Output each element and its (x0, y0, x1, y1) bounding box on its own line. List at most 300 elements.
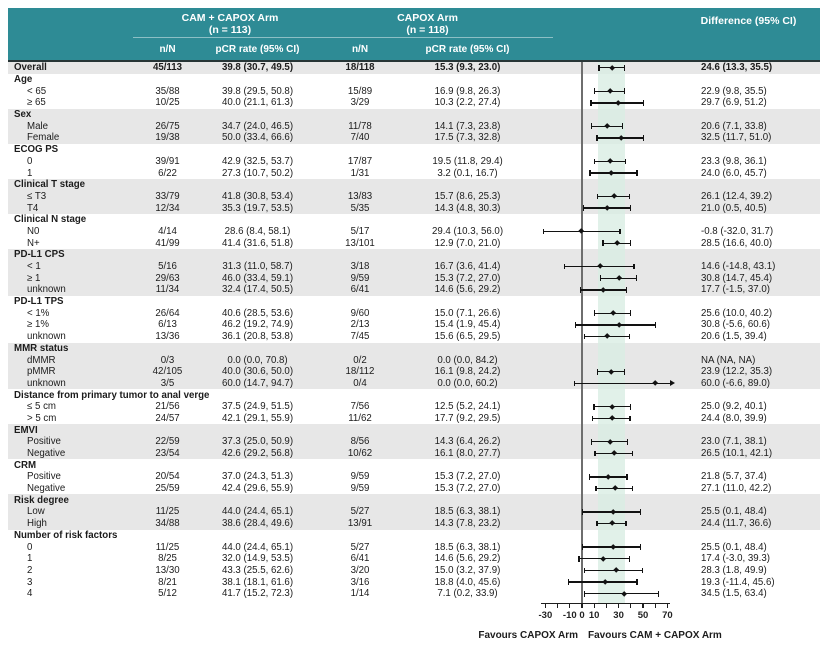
cam-pcr-rate-value: 37.3 (25.0, 50.9) (221, 436, 294, 448)
difference-value: 24.6 (13.3, 35.5) (701, 62, 773, 74)
cam-pcr-rate-value: 41.4 (31.6, 51.8) (221, 237, 294, 249)
capox-arm-title: CAPOX Arm (397, 12, 458, 24)
group-header-row (8, 530, 820, 542)
table-row (8, 62, 820, 74)
table-row (8, 226, 820, 238)
capox-n-of-N-value: 15/89 (347, 85, 373, 97)
subgroup-label: Male (27, 120, 48, 132)
cam-n-of-N-value: 8/25 (158, 553, 177, 565)
ci-cap-left (589, 474, 590, 480)
capox-n-of-N-value: 7/45 (350, 331, 370, 343)
table-row (8, 85, 820, 97)
cam-pcr-rate-value: 37.0 (24.3, 51.3) (221, 471, 294, 483)
ci-cap-left (584, 334, 585, 340)
capox-pcr-rate-value: 12.9 (7.0, 21.0) (434, 237, 501, 249)
cam-pcr-column-header: pCR rate (95% CI) (215, 44, 300, 55)
table-row (8, 132, 820, 144)
cam-pcr-rate-value: 40.6 (28.5, 53.6) (221, 307, 294, 319)
ci-cap-right (626, 287, 627, 293)
ci-cap-right (632, 451, 633, 457)
subgroup-label: Clinical T stage (14, 179, 86, 191)
cam-pcr-rate-value: 43.3 (25.5, 62.6) (221, 564, 294, 576)
ci-cap-left (594, 88, 595, 94)
ci-cap-left (595, 486, 596, 492)
capox-pcr-rate-value: 18.8 (4.0, 45.6) (434, 576, 501, 588)
ci-cap-right (636, 275, 637, 281)
cam-n-of-N-value: 8/21 (158, 576, 177, 588)
difference-value: 17.7 (-1.5, 37.0) (701, 284, 770, 296)
difference-value: 24.4 (8.0, 39.9) (701, 412, 767, 424)
table-row (8, 331, 820, 343)
forest-plot-figure (8, 8, 820, 644)
ci-cap-right (630, 205, 631, 211)
group-header-row (8, 459, 820, 471)
table-row (8, 506, 820, 518)
capox-n-of-N-value: 1/31 (350, 167, 370, 179)
cam-n-of-N-value: 33/79 (155, 190, 180, 202)
subgroup-label: Negative (27, 483, 66, 495)
difference-value: 28.3 (1.8, 49.9) (701, 564, 767, 576)
cam-pcr-rate-value: 40.0 (21.1, 61.3) (221, 97, 294, 109)
capox-n-of-N-value: 6/41 (350, 284, 370, 296)
cam-n-of-N-value: 5/12 (158, 588, 177, 600)
difference-value: -0.8 (-32.0, 31.7) (701, 225, 774, 237)
cam-n-of-N-value: 10/25 (155, 97, 180, 109)
table-row (8, 553, 820, 565)
table-row (8, 471, 820, 483)
axis-tick (569, 604, 570, 609)
zero-reference-line (581, 62, 582, 603)
axis-tick-label: 0 (579, 609, 585, 621)
capox-n-of-N-value: 7/56 (350, 401, 370, 413)
cam-pcr-rate-value: 42.9 (32.5, 53.7) (221, 155, 294, 167)
subgroup-label: T4 (27, 202, 39, 214)
group-header-row (8, 249, 820, 261)
capox-n-of-N-value: 9/59 (350, 471, 370, 483)
subgroup-label: Number of risk factors (14, 529, 118, 541)
cam-n-of-N-value: 20/54 (155, 471, 180, 483)
cam-n-of-N-value: 21/56 (155, 401, 180, 413)
capox-pcr-rate-value: 14.6 (5.6, 29.2) (434, 284, 501, 296)
subgroup-label: < 65 (27, 85, 47, 97)
subgroup-label: Positive (27, 471, 61, 483)
table-row (8, 448, 820, 460)
capox-n-of-N-value: 9/59 (350, 483, 370, 495)
subgroup-label: 1 (27, 553, 33, 565)
subgroup-label: > 5 cm (27, 412, 57, 424)
ci-cap-right (640, 509, 641, 515)
difference-value: 19.3 (-11.4, 45.6) (701, 576, 775, 588)
table-row (8, 413, 820, 425)
difference-value: 25.0 (9.2, 40.1) (701, 401, 767, 413)
cam-pcr-rate-value: 60.0 (14.7, 94.7) (221, 377, 294, 389)
table-row (8, 541, 820, 553)
capox-pcr-rate-value: 0.0 (0.0, 84.2) (437, 354, 498, 366)
capox-arm-header (320, 8, 535, 36)
cam-n-of-N-value: 11/25 (155, 541, 180, 553)
capox-pcr-rate-value: 3.2 (0.1, 16.7) (437, 167, 498, 179)
ci-cap-left (594, 310, 595, 316)
table-row (8, 588, 820, 600)
cam-n-of-N-value: 22/59 (155, 436, 180, 448)
cam-pcr-rate-value: 39.8 (30.7, 49.5) (221, 62, 294, 74)
ci-cap-left (584, 568, 585, 574)
cam-pcr-rate-value: 46.2 (19.2, 74.9) (221, 319, 294, 331)
capox-n-of-N-value: 11/78 (348, 120, 372, 132)
cam-pcr-rate-value: 32.4 (17.4, 50.5) (221, 284, 294, 296)
group-header-row (8, 74, 820, 86)
capox-pcr-rate-value: 0.0 (0.0, 60.2) (437, 377, 498, 389)
axis-tick (557, 604, 558, 609)
cam-pcr-rate-value: 39.8 (29.5, 50.8) (221, 85, 294, 97)
table-row (8, 97, 820, 109)
ci-cap-left (598, 65, 599, 71)
ci-cap-right (625, 159, 626, 165)
difference-value: 22.9 (9.8, 35.5) (701, 85, 767, 97)
capox-pcr-rate-value: 14.6 (5.6, 29.2) (434, 553, 501, 565)
cam-n-of-N-value: 25/59 (155, 483, 180, 495)
subgroup-label: Positive (27, 436, 61, 448)
cam-n-of-N-value: 19/38 (155, 132, 180, 144)
subgroup-label: Overall (14, 62, 47, 74)
cam-n-of-N-value: 26/75 (155, 120, 180, 132)
axis-tick (655, 604, 656, 609)
ci-cap-right (630, 240, 631, 246)
table-body (8, 62, 820, 600)
cam-n-of-N-value: 6/13 (158, 319, 177, 331)
capox-pcr-rate-value: 15.0 (7.1, 26.6) (434, 307, 501, 319)
table-row (8, 483, 820, 495)
capox-n-of-N-value: 3/16 (350, 576, 370, 588)
table-row (8, 354, 820, 366)
capox-pcr-rate-value: 10.3 (2.2, 27.4) (434, 97, 501, 109)
difference-value: 23.3 (9.8, 36.1) (701, 155, 767, 167)
table-row (8, 261, 820, 273)
ci-arrow-right (670, 380, 675, 386)
cam-n-of-N-value: 3/5 (160, 377, 175, 389)
subgroup-label: ≥ 1 (27, 272, 41, 284)
capox-pcr-rate-value: 14.3 (7.8, 23.2) (434, 518, 501, 530)
ci-cap-right (630, 310, 631, 316)
cam-pcr-rate-value: 50.0 (33.4, 66.6) (221, 132, 294, 144)
cam-n-of-N-value: 0/3 (160, 354, 175, 366)
cam-n-of-N-value: 39/91 (155, 155, 180, 167)
subgroup-label: N0 (27, 225, 40, 237)
subgroup-label: MMR status (14, 342, 69, 354)
capox-pcr-rate-value: 16.9 (9.8, 26.3) (434, 85, 501, 97)
difference-value: 24.0 (6.0, 45.7) (701, 167, 767, 179)
capox-pcr-rate-value: 15.6 (6.5, 29.5) (434, 331, 501, 343)
subgroup-label: 1 (27, 167, 33, 179)
capox-n-of-N-value: 5/17 (350, 225, 370, 237)
capox-pcr-column-header: pCR rate (95% CI) (425, 44, 510, 55)
ci-cap-left (583, 205, 584, 211)
capox-n-of-N-value: 9/60 (350, 307, 370, 319)
table-row (8, 284, 820, 296)
difference-value: 21.0 (0.5, 40.5) (701, 202, 767, 214)
axis-tick-label: -10 (562, 609, 577, 621)
subgroup-label: < 1% (27, 307, 50, 319)
subgroup-label: N+ (27, 237, 40, 249)
cam-n-of-N-value: 12/34 (155, 202, 180, 214)
group-header-row (8, 343, 820, 355)
table-row (8, 167, 820, 179)
ci-cap-right (630, 404, 631, 410)
difference-value: 30.8 (-5.6, 60.6) (701, 319, 770, 331)
capox-n-of-N-value: 6/41 (350, 553, 370, 565)
cam-pcr-rate-value: 31.3 (11.0, 58.7) (222, 261, 293, 273)
cam-pcr-rate-value: 42.4 (29.6, 55.9) (221, 483, 294, 495)
cam-n-of-N-value: 45/113 (152, 62, 183, 74)
point-estimate-marker (578, 228, 584, 234)
capox-pcr-rate-value: 17.5 (7.3, 32.8) (434, 132, 501, 144)
capox-n-of-N-value: 10/62 (347, 448, 373, 460)
table-row (8, 307, 820, 319)
axis-tick (630, 604, 631, 609)
ci-cap-left (590, 100, 591, 106)
difference-value: 20.6 (7.1, 33.8) (701, 120, 767, 132)
subgroup-label: CRM (14, 459, 37, 471)
ci-cap-right (624, 369, 625, 375)
capox-pcr-rate-value: 12.5 (5.2, 24.1) (434, 401, 501, 413)
ci-cap-left (597, 369, 598, 375)
group-header-row (8, 424, 820, 436)
favours-capox-label: Favours CAPOX Arm (478, 629, 578, 641)
difference-value: 34.5 (1.5, 63.4) (701, 588, 767, 600)
difference-value: 20.6 (1.5, 39.4) (701, 331, 767, 343)
capox-n-of-N-value: 3/29 (350, 97, 370, 109)
axis-tick (667, 604, 668, 609)
difference-value: 21.8 (5.7, 37.4) (701, 471, 767, 483)
cam-n-of-N-value: 6/22 (158, 167, 177, 179)
ci-cap-left (568, 579, 569, 585)
difference-column-header: Difference (95% CI) (700, 15, 797, 27)
axis-tick-label: 70 (662, 609, 673, 621)
cam-pcr-rate-value: 36.1 (20.8, 53.8) (221, 331, 294, 343)
cam-n-of-N-value: 4/14 (158, 225, 177, 237)
table-row (8, 237, 820, 249)
table-row (8, 191, 820, 203)
capox-arm-n: (n = 118) (406, 24, 449, 36)
difference-value: 14.6 (-14.8, 43.1) (701, 261, 776, 273)
cam-n-of-N-value: 11/34 (155, 284, 180, 296)
subgroup-label: PD-L1 CPS (14, 249, 65, 261)
cam-n-of-N-value: 42/105 (152, 366, 183, 378)
subgroup-label: Distance from primary tumor to anal verge (14, 389, 210, 401)
capox-n-of-N-value: 18/112 (345, 366, 375, 378)
cam-pcr-rate-value: 35.3 (19.7, 53.5) (221, 202, 294, 214)
cam-pcr-rate-value: 28.6 (8.4, 58.1) (224, 225, 291, 237)
difference-value: 25.5 (0.1, 48.4) (701, 506, 767, 518)
difference-value: 60.0 (-6.6, 89.0) (701, 377, 770, 389)
capox-pcr-rate-value: 16.7 (3.6, 41.4) (434, 261, 501, 273)
ci-cap-right (622, 123, 623, 129)
axis-tick-label: 30 (613, 609, 624, 621)
subgroup-label: Negative (27, 448, 66, 460)
ci-cap-left (543, 229, 544, 235)
ci-cap-left (594, 451, 595, 457)
ci-cap-left (591, 439, 592, 445)
point-estimate-marker (652, 380, 658, 386)
subgroup-label: unknown (27, 377, 66, 389)
capox-n-of-N-value: 13/91 (347, 518, 373, 530)
subgroup-label: dMMR (27, 354, 56, 366)
cam-pcr-rate-value: 42.6 (29.2, 56.8) (221, 448, 294, 460)
subgroup-label: 2 (27, 564, 33, 576)
subgroup-label: 0 (27, 541, 33, 553)
subgroup-label: Female (27, 132, 60, 144)
ci-cap-right (629, 194, 630, 200)
cam-pcr-rate-value: 38.6 (28.4, 49.6) (221, 518, 294, 530)
ci-cap-left (574, 381, 575, 387)
capox-n-of-N-value: 7/40 (350, 132, 370, 144)
header-divider-line (133, 37, 553, 38)
cam-pcr-rate-value: 41.7 (15.2, 72.3) (221, 588, 294, 600)
cam-pcr-rate-value: 34.7 (24.0, 46.5) (221, 120, 294, 132)
table-row (8, 156, 820, 168)
ci-cap-right (624, 65, 625, 71)
cam-pcr-rate-value: 42.1 (29.1, 55.9) (221, 412, 294, 424)
capox-pcr-rate-value: 14.3 (6.4, 26.2) (434, 436, 501, 448)
ci-cap-right (626, 474, 627, 480)
ci-cap-left (589, 170, 590, 176)
capox-n-of-N-value: 5/35 (350, 202, 370, 214)
cam-n-of-N-value: 24/57 (155, 412, 180, 424)
ci-cap-right (643, 100, 644, 106)
group-header-row (8, 389, 820, 401)
table-row (8, 120, 820, 132)
subgroup-label: ≥ 65 (27, 97, 46, 109)
difference-value: 28.5 (16.6, 40.0) (701, 237, 773, 249)
table-row (8, 366, 820, 378)
subgroup-label: Sex (14, 109, 32, 121)
capox-pcr-rate-value: 18.5 (6.3, 38.1) (434, 541, 501, 553)
cam-n-of-N-value: 35/88 (155, 85, 180, 97)
difference-value: 23.0 (7.1, 38.1) (701, 436, 767, 448)
cam-pcr-rate-value: 38.1 (18.1, 61.6) (221, 576, 294, 588)
favours-cam-capox-label: Favours CAM + CAPOX Arm (588, 629, 722, 641)
cam-pcr-rate-value: 0.0 (0.0, 70.8) (227, 354, 288, 366)
capox-pcr-rate-value: 15.0 (3.2, 37.9) (434, 564, 501, 576)
ci-cap-left (594, 159, 595, 165)
difference-value: 32.5 (11.7, 51.0) (701, 132, 772, 144)
subgroup-label: ECOG PS (14, 144, 59, 156)
group-header-row (8, 214, 820, 226)
subgroup-label: Clinical N stage (14, 214, 87, 226)
ci-cap-left (580, 287, 581, 293)
capox-pcr-rate-value: 29.4 (10.3, 56.0) (431, 225, 504, 237)
capox-pcr-rate-value: 18.5 (6.3, 38.1) (434, 506, 501, 518)
axis-tick (581, 604, 582, 609)
axis-tick-label: -30 (538, 609, 553, 621)
capox-n-of-N-value: 0/4 (353, 377, 367, 389)
capox-n-of-N-value: 13/83 (347, 190, 373, 202)
cam-n-of-N-value: 11/25 (155, 506, 180, 518)
cam-n-of-N-value: 5/16 (158, 261, 177, 273)
subgroup-label: Low (27, 506, 45, 518)
subgroup-label: ≥ 1% (27, 319, 50, 331)
favours-labels (8, 629, 820, 644)
subgroup-label: High (27, 518, 47, 530)
capox-n-of-N-value: 8/56 (350, 436, 370, 448)
ci-cap-right (625, 521, 626, 527)
x-axis (8, 603, 820, 629)
subgroup-label: pMMR (27, 366, 56, 378)
point-estimate-marker (621, 591, 627, 597)
difference-value: 25.5 (0.1, 48.4) (701, 541, 767, 553)
axis-tick (545, 604, 546, 609)
cam-n-of-N-value: 13/36 (155, 331, 180, 343)
axis-tick (606, 604, 607, 609)
group-header-row (8, 179, 820, 191)
capox-pcr-rate-value: 17.7 (9.2, 29.5) (434, 412, 501, 424)
ci-cap-right (636, 579, 637, 585)
cam-capox-arm-title: CAM + CAPOX Arm (181, 12, 279, 24)
ci-cap-left (600, 275, 601, 281)
table-row (8, 518, 820, 530)
ci-cap-right (629, 334, 630, 340)
capox-n-of-N-value: 9/59 (350, 272, 370, 284)
ci-cap-right (629, 556, 630, 562)
capox-pcr-rate-value: 15.3 (7.2, 27.0) (434, 471, 501, 483)
ci-cap-right (640, 544, 641, 550)
group-header-row (8, 296, 820, 308)
ci-cap-left (597, 194, 598, 200)
ci-cap-left (584, 591, 585, 597)
ci-cap-right (642, 568, 643, 574)
table-header (8, 8, 820, 62)
cam-n-of-N-value: 34/88 (155, 518, 180, 530)
ci-cap-right (636, 170, 637, 176)
axis-tick-label: 50 (637, 609, 649, 621)
capox-n-of-N-value: 5/27 (350, 506, 370, 518)
difference-value: 17.4 (-3.0, 39.3) (701, 553, 770, 565)
ci-cap-right (643, 135, 644, 141)
capox-n-of-N-value: 2/13 (350, 319, 370, 331)
ci-cap-right (633, 264, 634, 270)
cam-pcr-rate-value: 32.0 (14.9, 53.5) (221, 553, 294, 565)
cam-pcr-rate-value: 44.0 (24.4, 65.1) (221, 506, 294, 518)
subgroup-label: PD-L1 TPS (14, 296, 64, 308)
cam-capox-arm-header (140, 8, 320, 36)
axis-tick (594, 604, 595, 609)
ci-cap-right (619, 229, 620, 235)
capox-pcr-rate-value: 16.1 (8.0, 27.7) (434, 448, 501, 460)
ci-cap-right (655, 322, 656, 328)
group-header-row (8, 109, 820, 121)
ci-cap-left (582, 544, 583, 550)
difference-value: NA (NA, NA) (701, 354, 756, 366)
cam-pcr-rate-value: 44.0 (24.4, 65.1) (221, 541, 294, 553)
difference-value: 30.8 (14.7, 45.4) (701, 272, 773, 284)
difference-value: 24.4 (11.7, 36.6) (701, 518, 772, 530)
cam-pcr-rate-value: 40.0 (30.6, 50.0) (221, 366, 294, 378)
difference-value: 29.7 (6.9, 51.2) (701, 97, 767, 109)
ci-cap-left (596, 135, 597, 141)
ci-cap-left (578, 556, 579, 562)
capox-pcr-rate-value: 14.1 (7.3, 23.8) (434, 120, 501, 132)
subgroup-label: 4 (27, 588, 33, 600)
table-row (8, 319, 820, 331)
table-row (8, 436, 820, 448)
ci-cap-left (591, 123, 592, 129)
table-row (8, 272, 820, 284)
capox-n-of-N-value: 3/20 (350, 564, 370, 576)
capox-n-of-N-value: 1/14 (350, 588, 370, 600)
cam-n-of-N-value: 23/54 (155, 448, 180, 460)
capox-n-of-N-value: 18/118 (345, 62, 375, 74)
capox-pcr-rate-value: 15.3 (7.2, 27.0) (434, 483, 501, 495)
